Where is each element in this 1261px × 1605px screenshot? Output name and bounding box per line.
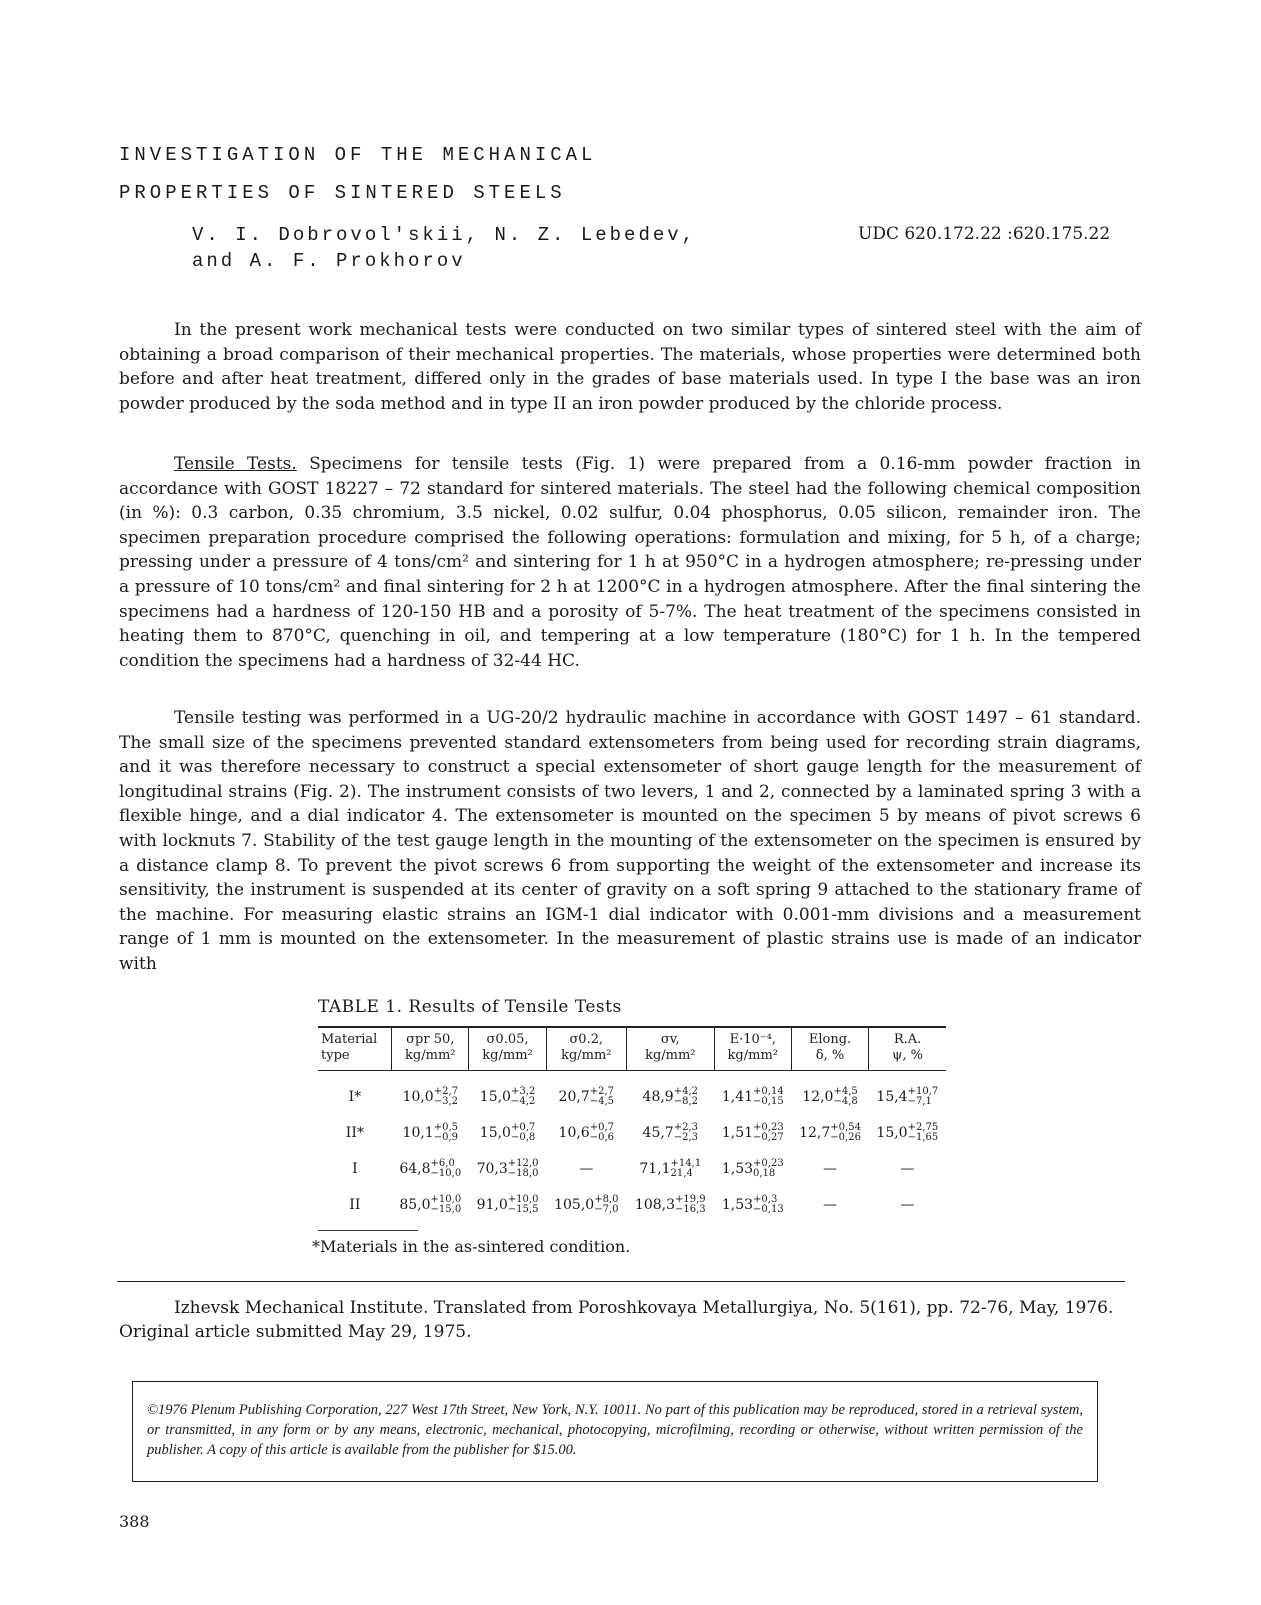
cell-deviation xyxy=(434,1123,458,1143)
cell-deviation xyxy=(674,1123,698,1143)
deviation-lower: −0,8 xyxy=(510,1132,536,1143)
cell-value: 20,7 xyxy=(558,1089,590,1105)
cell-deviation xyxy=(671,1159,702,1179)
table-cell xyxy=(714,1151,791,1187)
deviation-lower: −0,27 xyxy=(753,1132,784,1143)
deviation-lower: −2,3 xyxy=(673,1132,699,1143)
authors-line-2: and A. F. Prokhorov xyxy=(192,250,466,272)
deviation-lower: −16,3 xyxy=(675,1204,706,1215)
header-elongation: Elong. δ, % xyxy=(791,1027,868,1071)
table-cell xyxy=(546,1187,626,1223)
cell-deviation xyxy=(753,1195,784,1215)
table-cell xyxy=(626,1071,714,1116)
cell-value: 108,3 xyxy=(634,1197,675,1213)
cell-value: 71,1 xyxy=(639,1161,671,1177)
header-sigma-pr: σpr 50, kg/mm² xyxy=(392,1027,469,1071)
table-cell xyxy=(546,1151,626,1187)
deviation-lower: −15,0 xyxy=(430,1204,462,1215)
deviation-upper: +0,54 xyxy=(830,1122,861,1133)
cell-value: 15,0 xyxy=(876,1125,908,1141)
deviation-upper: +12,0 xyxy=(507,1158,539,1169)
deviation-upper: +0,14 xyxy=(753,1086,784,1097)
cell-deviation xyxy=(908,1123,939,1143)
cell-value: — xyxy=(823,1197,838,1213)
cell-value: 1,51 xyxy=(721,1125,754,1141)
deviation-upper: +8,0 xyxy=(594,1194,619,1205)
deviation-upper: +3,2 xyxy=(510,1086,536,1097)
paragraph-2-text: Specimens for tensile tests (Fig. 1) were prepared from a 0.16-mm powder fraction in accordance with GOST 18227 – 72 standard for sintered materials. The steel had the following chemical composition (in %): 0.3 carbon, 0.35 chromium, 3.5 nickel, 0.02 sulfur, 0.04 phosphorus, 0.05 silicon, remainder iron. The specimen preparation procedure comprised the following operations: formulation and mixing, for 5 h, of a charge; pressing under a pressure of 4 tons/cm² and sintering for 1 h at 950°C in a hydrogen atmosphere; re-pressing under a pressure of 10 tons/cm² and final sintering for 2 h at 1200°C in a hydrogen atmosphere. After the final sintering the specimens had a hardness of 120-150 HB and a porosity of 5-7%. The heat treatment of the specimens consisted in heating them to 870°C, quenching in oil, and tempering at a low temperature (180°C) for 1 h. In the tempered condition the specimens had a hardness of 32-44 HC. xyxy=(119,454,1142,671)
copyright-notice xyxy=(132,1381,1098,1482)
deviation-lower: −0,9 xyxy=(433,1132,459,1143)
table-cell xyxy=(791,1071,868,1116)
cell-deviation xyxy=(508,1195,539,1215)
title-line-2: PROPERTIES OF SINTERED STEELS xyxy=(119,182,566,204)
table-cell xyxy=(546,1071,626,1116)
cell-deviation xyxy=(753,1159,784,1179)
deviation-upper: +0,23 xyxy=(753,1122,784,1133)
material-type-cell: I* xyxy=(348,1089,362,1105)
cell-value: 1,41 xyxy=(721,1089,754,1105)
header-sigma-005: σ0.05, kg/mm² xyxy=(469,1027,546,1071)
deviation-upper: +10,0 xyxy=(507,1194,539,1205)
copyright-text: ©1976 Plenum Publishing Corporation, 227 West 17th Street, New York, N.Y. 10011. No part of this publication may be reproduced, stored in a retrieval system, or transmitted, in any form or by any means, electronic, mechanical, photocopying, microfilming, recording or otherwise, without written permission of the publisher. A copy of this article is available from the publisher for $15.00. xyxy=(147,1402,1083,1458)
cell-deviation xyxy=(594,1195,618,1215)
table-cell xyxy=(714,1187,791,1223)
deviation-upper: +10,7 xyxy=(907,1086,939,1097)
cell-value: — xyxy=(823,1161,838,1177)
material-type-cell: II xyxy=(349,1197,361,1213)
cell-value: 15,0 xyxy=(479,1089,511,1105)
paragraph-1: In the present work mechanical tests were conducted on two similar types of sintered steel with the aim of obtaining a broad comparison of their mechanical properties. The materials, whose properties were determined both before and after heat treatment, differed only in the grades of base materials used. In type I the base was an iron powder produced by the soda method and in type II an iron powder produced by the chloride process. xyxy=(119,320,1141,414)
cell-deviation xyxy=(908,1087,939,1107)
table-row xyxy=(318,1151,946,1187)
deviation-lower: −4,8 xyxy=(833,1096,858,1107)
table-cell xyxy=(392,1187,469,1223)
cell-value: — xyxy=(579,1161,594,1177)
cell-deviation xyxy=(833,1087,857,1107)
cell-deviation xyxy=(753,1123,784,1143)
header-material-type: Material type xyxy=(318,1027,392,1071)
cell-value: 10,6 xyxy=(558,1125,590,1141)
article-title xyxy=(119,136,596,212)
tensile-tests-section xyxy=(119,452,1141,673)
deviation-lower: −15,5 xyxy=(507,1204,539,1215)
cell-value: 1,53 xyxy=(721,1197,754,1213)
separator-rule xyxy=(117,1281,1125,1282)
deviation-lower: −18,0 xyxy=(507,1168,539,1179)
affiliation-text: Izhevsk Mechanical Institute. Translated from Poroshkovaya Metallurgiya, No. 5(161), pp. 72-76, May, 1976. Original article submitted May 29, 1975. xyxy=(119,1298,1114,1342)
authors xyxy=(192,222,696,274)
page-number: 388 xyxy=(119,1512,150,1531)
deviation-lower: −4,2 xyxy=(510,1096,536,1107)
section-heading-tensile-tests: Tensile Tests. xyxy=(174,454,297,474)
cell-value: 10,0 xyxy=(402,1089,434,1105)
table-header-row xyxy=(318,1027,946,1071)
deviation-upper: +4,5 xyxy=(833,1086,858,1097)
deviation-lower: −0,13 xyxy=(753,1204,784,1215)
header-modulus: E·10⁻⁴, kg/mm² xyxy=(714,1027,791,1071)
cell-value: 105,0 xyxy=(554,1197,595,1213)
cell-value: 64,8 xyxy=(399,1161,431,1177)
cell-deviation xyxy=(511,1087,535,1107)
cell-deviation xyxy=(511,1123,535,1143)
deviation-upper: +2,3 xyxy=(673,1122,699,1133)
deviation-upper: +0,23 xyxy=(753,1158,784,1169)
deviation-lower: −0,26 xyxy=(830,1132,861,1143)
table-cell xyxy=(714,1115,791,1151)
header-reduction-area: R.A. ψ, % xyxy=(869,1027,946,1071)
table-cell xyxy=(714,1071,791,1116)
cell-value: 12,0 xyxy=(802,1089,834,1105)
deviation-lower: −0,15 xyxy=(753,1096,784,1107)
deviation-upper: +0,5 xyxy=(433,1122,459,1133)
cell-value: 15,0 xyxy=(479,1125,511,1141)
table-cell xyxy=(791,1151,868,1187)
table-cell xyxy=(469,1187,546,1223)
deviation-upper: +6,0 xyxy=(430,1158,455,1169)
cell-deviation xyxy=(674,1087,698,1107)
table-cell xyxy=(869,1187,946,1223)
deviation-lower: −0,6 xyxy=(589,1132,615,1143)
table-cell xyxy=(626,1187,714,1223)
table-cell xyxy=(626,1151,714,1187)
cell-value: 12,7 xyxy=(799,1125,831,1141)
deviation-upper: +10,0 xyxy=(430,1194,462,1205)
cell-deviation xyxy=(590,1123,614,1143)
deviation-upper: +2,7 xyxy=(433,1086,459,1097)
cell-deviation xyxy=(431,1195,462,1215)
cell-deviation xyxy=(753,1087,784,1107)
cell-deviation xyxy=(434,1087,458,1107)
table-cell xyxy=(392,1071,469,1116)
deviation-lower: 0,18 xyxy=(753,1168,776,1179)
table-cell xyxy=(869,1115,946,1151)
table-row xyxy=(318,1071,946,1116)
material-type-cell: I xyxy=(352,1161,358,1177)
table-footnote: *Materials in the as-sintered condition. xyxy=(312,1237,631,1256)
udc-code: UDC 620.172.22 :620.175.22 xyxy=(858,224,1111,244)
results-table xyxy=(318,1026,946,1223)
authors-line-1: V. I. Dobrovol'skii, N. Z. Lebedev, xyxy=(192,224,697,246)
deviation-upper: +0,7 xyxy=(510,1122,536,1133)
deviation-lower: −3,2 xyxy=(433,1096,459,1107)
cell-deviation xyxy=(431,1159,462,1179)
deviation-upper: +2,75 xyxy=(907,1122,939,1133)
cell-value: — xyxy=(900,1161,915,1177)
paragraph-3: Tensile testing was performed in a UG-20/2 hydraulic machine in accordance with GOST 1497 – 61 standard. The small size of the specimens prevented standard extensometers from being used for recording strain diagrams, and it was therefore necessary to construct a special extensometer of short gauge length for the measurement of longitudinal strains (Fig. 2). The instrument consists of two levers, 1 and 2, connected by a laminated spring 3 with a flexible hinge, and a dial indicator 4. The extensometer is mounted on the specimen 5 by means of pivot screws 6 with locknuts 7. Stability of the test gauge length in the mounting of the extensometer on the specimen is ensured by a distance clamp 8. To prevent the pivot screws 6 from supporting the weight of the extensometer and increase its sensitivity, the instrument is suspended at its center of gravity on a soft spring 9 attached to the stationary frame of the machine. For measuring elastic strains an IGM-1 dial indicator with 0.001-mm divisions and a measurement range of 1 mm is mounted on the extensometer. In the measurement of plastic strains use is made of an indicator with xyxy=(119,708,1141,974)
table-cell xyxy=(546,1115,626,1151)
table-cell xyxy=(791,1115,868,1151)
cell-deviation xyxy=(830,1123,861,1143)
deviation-upper: +19,9 xyxy=(675,1194,706,1205)
deviation-upper: +0,7 xyxy=(589,1122,615,1133)
affiliation xyxy=(119,1296,1129,1344)
table-cell xyxy=(469,1071,546,1116)
cell-deviation xyxy=(508,1159,539,1179)
cell-value: 48,9 xyxy=(642,1089,674,1105)
table-cell xyxy=(392,1151,469,1187)
deviation-upper: +14,1 xyxy=(670,1158,702,1169)
deviation-lower: 21,4 xyxy=(670,1168,693,1179)
material-type-cell: II* xyxy=(345,1125,364,1141)
title-line-1: INVESTIGATION OF THE MECHANICAL xyxy=(119,144,597,166)
table-cell xyxy=(791,1187,868,1223)
cell-value: 15,4 xyxy=(876,1089,908,1105)
table-cell xyxy=(469,1115,546,1151)
cell-value: 91,0 xyxy=(476,1197,508,1213)
deviation-upper: +0,3 xyxy=(753,1194,778,1205)
table-row xyxy=(318,1115,946,1151)
table-cell xyxy=(469,1151,546,1187)
table-cell xyxy=(392,1115,469,1151)
table-caption: TABLE 1. Results of Tensile Tests xyxy=(318,997,622,1017)
deviation-lower: −8,2 xyxy=(673,1096,699,1107)
deviation-lower: −4,5 xyxy=(589,1096,615,1107)
deviation-lower: −7,1 xyxy=(907,1096,932,1107)
deviation-lower: −1,65 xyxy=(907,1132,939,1143)
footnote-rule xyxy=(318,1230,418,1231)
table-cell xyxy=(626,1115,714,1151)
tensile-testing-section xyxy=(119,706,1141,977)
cell-value: 85,0 xyxy=(399,1197,431,1213)
cell-deviation xyxy=(590,1087,614,1107)
cell-value: 70,3 xyxy=(476,1161,508,1177)
deviation-lower: −10,0 xyxy=(430,1168,462,1179)
cell-deviation xyxy=(675,1195,706,1215)
table-cell xyxy=(869,1071,946,1116)
header-sigma-v: σv, kg/mm² xyxy=(626,1027,714,1071)
header-sigma-02: σ0.2, kg/mm² xyxy=(546,1027,626,1071)
cell-value: — xyxy=(900,1197,915,1213)
intro-section xyxy=(119,318,1141,416)
deviation-upper: +2,7 xyxy=(589,1086,615,1097)
table-cell xyxy=(869,1151,946,1187)
cell-value: 45,7 xyxy=(642,1125,674,1141)
cell-value: 10,1 xyxy=(402,1125,434,1141)
deviation-upper: +4,2 xyxy=(673,1086,699,1097)
deviation-lower: −7,0 xyxy=(594,1204,619,1215)
table-row xyxy=(318,1187,946,1223)
cell-value: 1,53 xyxy=(721,1161,754,1177)
paragraph-2 xyxy=(119,452,1141,673)
